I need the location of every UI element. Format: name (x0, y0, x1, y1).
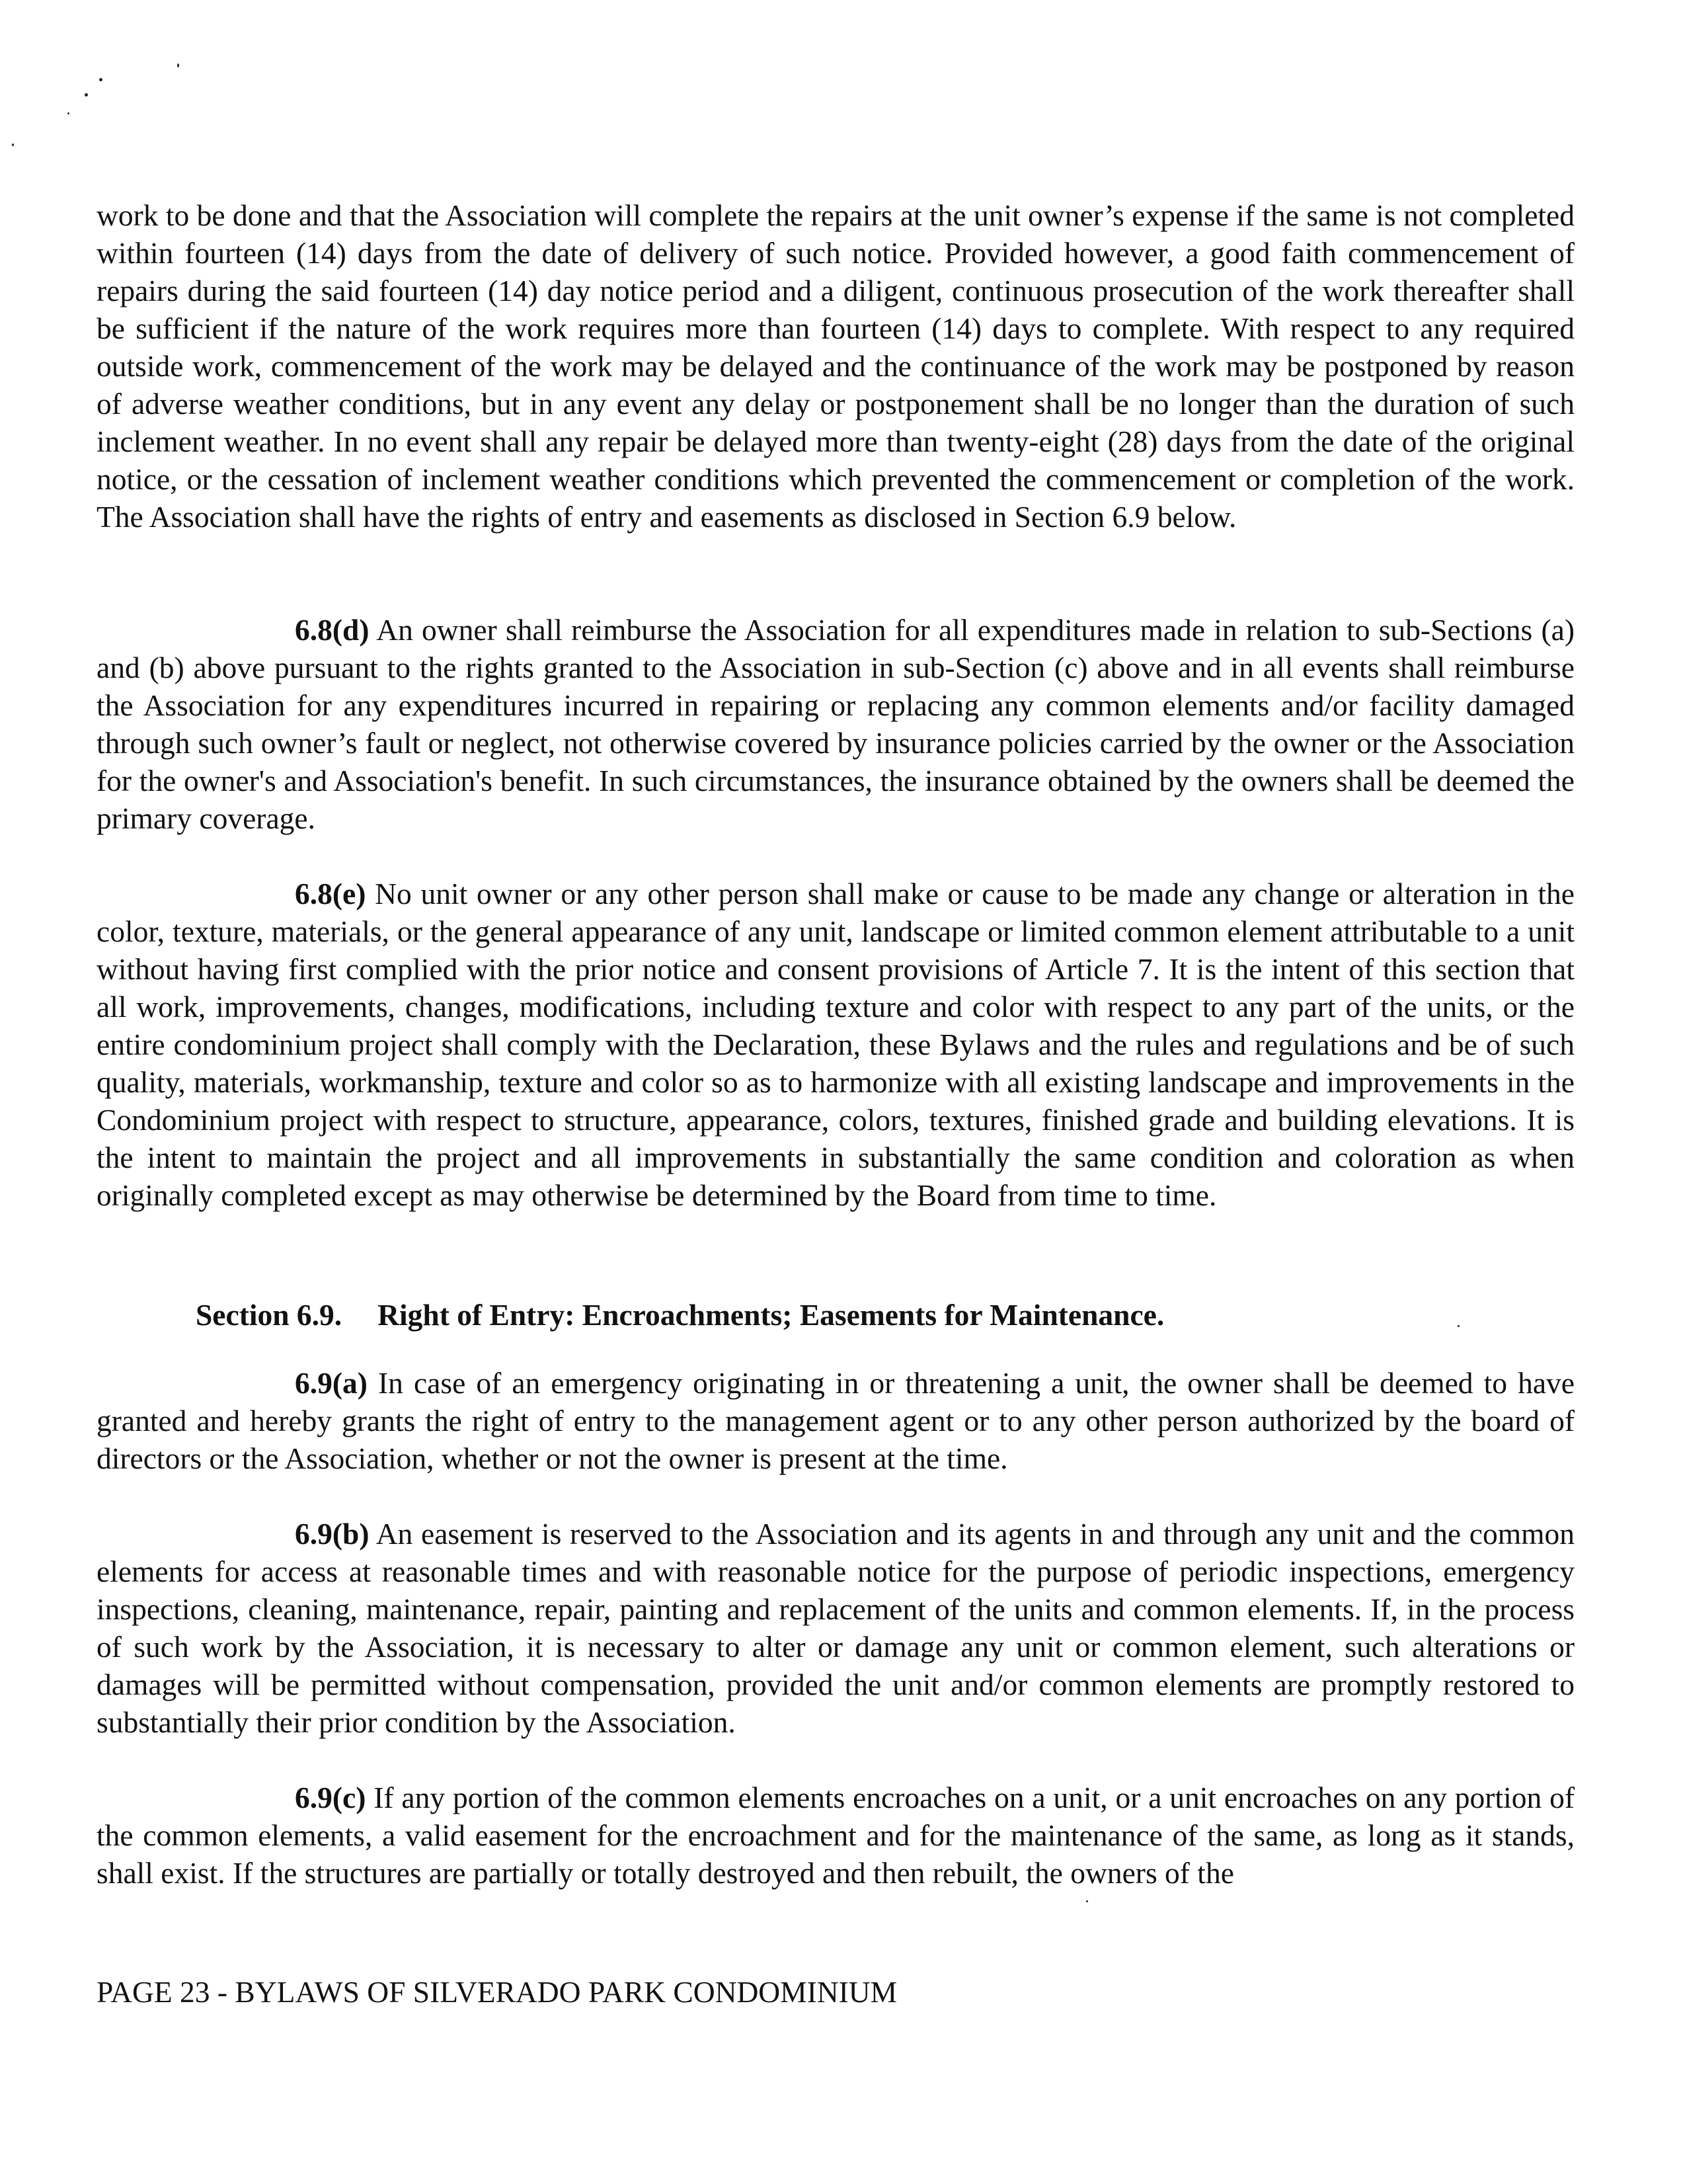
paragraph-text: An owner shall reimburse the Association for all expenditures made in relation to sub-Sections (a) and (b) above pursuant to the rights granted to the Association in sub-Section (c) above and in all events shall reimburse the Association for any expenditures incurred in repairing or replacing any common elements and/or facility damaged through such owner’s fault or neglect, not otherwise covered by insurance policies carried by the owner or the Association for the owner's and Association's benefit. In such circumstances, the insurance obtained by the owners shall be deemed the primary coverage. (97, 613, 1575, 835)
paragraph-text: work to be done and that the Association will complete the repairs at the unit owner’s expense if the same is not completed within fourteen (14) days from the date of delivery of such notice. Provided however, a good faith commencement of repairs during the said fourteen (14) day notice period and a diligent, continuous prosecution of the work thereafter shall be sufficient if the nature of the work requires more than fourteen (14) days to complete. With respect to any required outside work, commencement of the work may be delayed and the continuance of the work may be postponed by reason of adverse weather conditions, but in any event any delay or postponement shall be no longer than the duration of such inclement weather. In no event shall any repair be delayed more than twenty-eight (28) days from the date of the original notice, or the cessation of inclement weather conditions which prevented the commencement or completion of the work. The Association shall have the rights of entry and easements as disclosed in Section 6.9 below. (97, 198, 1575, 534)
scan-speck (1086, 1900, 1088, 1902)
paragraph-text: If any portion of the common elements encroaches on a unit, or a unit encroaches on any portion of the common elements, a valid easement for the encroachment and for the maintenance of the same, as long as it stands, shall exist. If the structures are partially or totally destroyed and then rebuilt, the owners of the (97, 1781, 1575, 1890)
paragraph-text: In case of an emergency originating in or threatening a unit, the owner shall be deemed to have granted and hereby grants the right of entry to the management agent or to any other person authorized by the board of directors or the Association, whether or not the owner is present at the time. (97, 1366, 1575, 1475)
scan-speck (177, 63, 179, 67)
paragraph-continuation (97, 196, 1575, 536)
section-heading (196, 1296, 1164, 1334)
subsection-number: 6.9(c) (295, 1781, 366, 1814)
section-title: Right of Entry: Encroachments; Easements for Maintenance. (377, 1298, 1165, 1332)
paragraph-text: No unit owner or any other person shall make or cause to be made any change or alteration in the color, texture, materials, or the general appearance of any unit, landscape or limited common element attributable to a unit without having first complied with the prior notice and consent provisions of Article 7. It is the intent of this section that all work, improvements, changes, modifications, including texture and color with respect to any part of the units, or the entire condominium project shall comply with the Declaration, these Bylaws and the rules and regulations and be of such quality, materials, workmanship, texture and color so as to harmonize with all existing landscape and improvements in the Condominium project with respect to structure, appearance, colors, textures, finished grade and building elevations. It is the intent to maintain the project and all improvements in substantially the same condition and coloration as when originally completed except as may otherwise be determined by the Board from time to time. (97, 877, 1575, 1212)
paragraph-text: An easement is reserved to the Association and its agents in and through any unit and the common elements for access at reasonable times and with reasonable notice for the purpose of periodic inspections, emergency inspections, cleaning, maintenance, repair, painting and replacement of the units and common elements. If, in the process of such work by the Association, it is necessary to alter or damage any unit or common element, such alterations or damages will be permitted without compensation, provided the unit and/or common elements are promptly restored to substantially their prior condition by the Association. (97, 1517, 1575, 1739)
subsection-number: 6.8(e) (295, 877, 366, 910)
paragraph-6-9-b (97, 1515, 1575, 1741)
subsection-number: 6.8(d) (295, 613, 370, 647)
scan-speck (99, 78, 102, 81)
scan-speck (12, 143, 14, 146)
subsection-number: 6.9(b) (295, 1517, 370, 1551)
paragraph-6-8-d (97, 611, 1575, 837)
scan-speck (85, 93, 88, 97)
paragraph-6-9-a (97, 1364, 1575, 1477)
section-number: Section 6.9. (196, 1298, 342, 1332)
scan-speck (67, 112, 69, 114)
scan-speck (1458, 1325, 1460, 1327)
paragraph-6-9-c (97, 1779, 1575, 1892)
paragraph-6-8-e (97, 875, 1575, 1214)
page-footer: PAGE 23 - BYLAWS OF SILVERADO PARK CONDOMINIUM (97, 1975, 898, 2009)
subsection-number: 6.9(a) (295, 1366, 368, 1400)
